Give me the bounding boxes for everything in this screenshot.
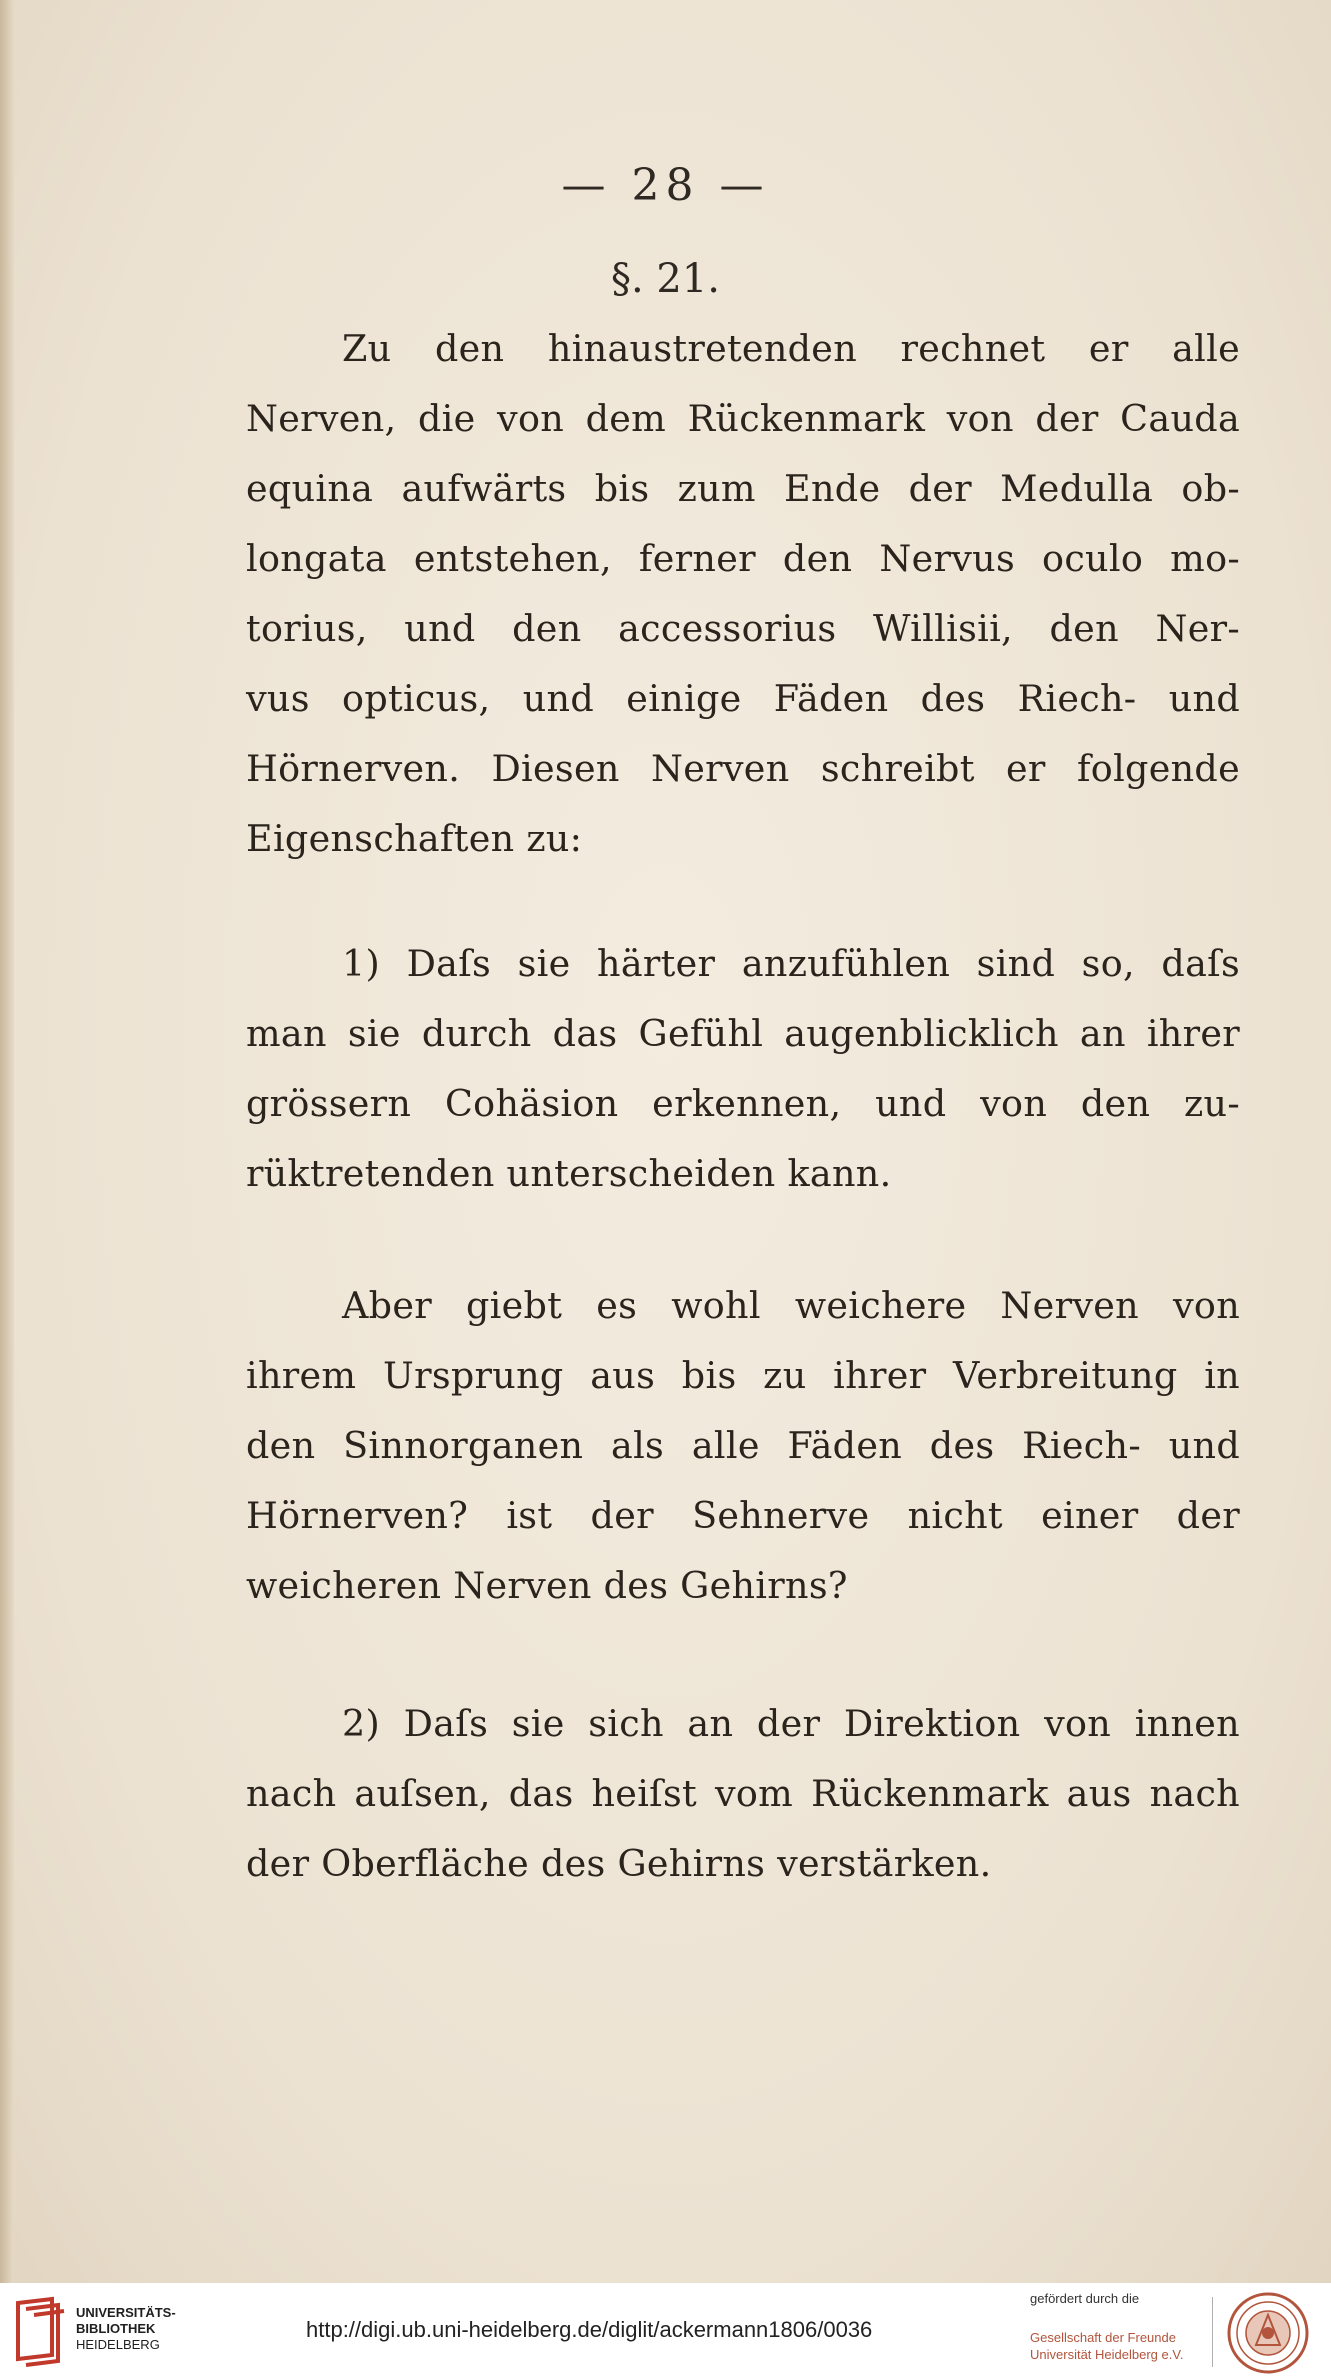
text-line: equina aufwärts bis zum Ende der Medulla ob- [246, 467, 1240, 510]
page-number: — 28 — [561, 160, 770, 211]
text-line: 1) Daſs sie härter anzufühlen sind so, daſs [342, 942, 1240, 985]
text-line: man sie durch das Gefühl augenblicklich an ihrer [246, 1012, 1240, 1055]
text-line: rüktretenden unterscheiden kann. [246, 1152, 892, 1195]
text-line: der Oberfläche des Gehirns verstärken. [246, 1842, 992, 1885]
text-line: nach auſsen, das heiſst vom Rückenmark aus nach [246, 1772, 1240, 1815]
sponsor-label: gefördert durch die [1030, 2291, 1140, 2306]
library-name[interactable] [76, 2305, 176, 2353]
sponsor-name-line: Universität Heidelberg e.V. [1030, 2347, 1184, 2362]
text-line: 2) Daſs sie sich an der Direktion von innen [342, 1702, 1240, 1745]
text-line: Aber giebt es wohl weichere Nerven von [342, 1284, 1240, 1327]
text-line: Zu den hinaustretenden rechnet er alle [342, 327, 1240, 370]
paragraph-2 [246, 929, 1240, 1209]
ub-heidelberg-logo-icon[interactable] [12, 2295, 70, 2367]
paragraph-4 [246, 1689, 1240, 1899]
digitization-footer [0, 2283, 1331, 2379]
text-line: Nerven, die von dem Rückenmark von der Cauda [246, 397, 1240, 440]
text-line: Hörnerven? ist der Sehnerve nicht einer der [246, 1494, 1240, 1537]
sponsor-name-line: Gesellschaft der Freunde [1030, 2330, 1176, 2345]
text-line: ihrem Ursprung aus bis zu ihrer Verbreitung in [246, 1354, 1240, 1397]
footer-divider [1212, 2297, 1213, 2367]
sponsor-name[interactable] [1030, 2329, 1183, 2363]
paragraph-1 [246, 314, 1240, 874]
page-binding-edge [0, 0, 14, 2283]
text-line: vus opticus, und einige Fäden des Riech- und [246, 677, 1240, 720]
text-line: den Sinnorganen als alle Fäden des Riech- und [246, 1424, 1240, 1467]
text-line: longata entstehen, ferner den Nervus oculo mo- [246, 537, 1240, 580]
text-line: weicheren Nerven des Gehirns? [246, 1564, 848, 1607]
section-heading: §. 21. [610, 256, 721, 302]
text-line: Hörnerven. Diesen Nerven schreibt er folgende [246, 747, 1240, 790]
library-name-line: UNIVERSITÄTS- [76, 2305, 176, 2320]
text-line: grössern Cohäsion erkennen, und von den zu- [246, 1082, 1240, 1125]
library-name-line: BIBLIOTHEK [76, 2321, 156, 2336]
permalink-url[interactable]: http://digi.ub.uni-heidelberg.de/diglit/ackermann1806/0036 [306, 2317, 873, 2342]
text-line: Eigenschaften zu: [246, 817, 583, 860]
university-seal-icon[interactable] [1226, 2291, 1310, 2375]
library-name-line: HEIDELBERG [76, 2337, 160, 2352]
text-line: torius, und den accessorius Willisii, den Ner- [246, 607, 1240, 650]
paragraph-3 [246, 1271, 1240, 1621]
